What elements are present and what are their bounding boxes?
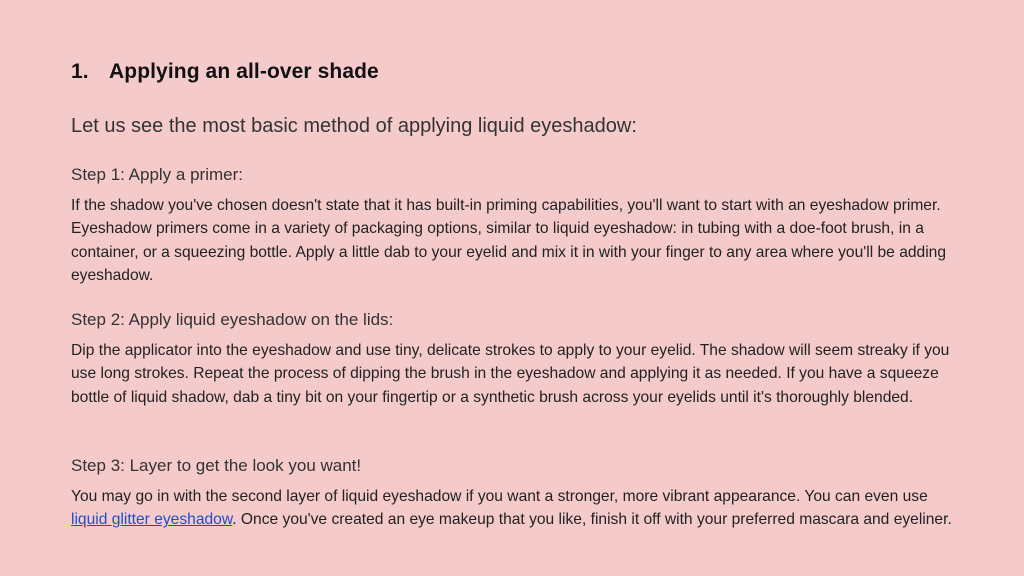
- liquid-glitter-eyeshadow-link[interactable]: liquid glitter eyeshadow: [71, 511, 233, 529]
- step-2-title: Step 2: Apply liquid eyeshadow on the lids:: [71, 310, 394, 329]
- step-3: [71, 456, 961, 532]
- step-1-body: If the shadow you've chosen doesn't state that it has built-in priming capabilities, you'll want to start with an eyeshadow primer. Eyeshadow primers come in a variety of packaging options, similar to liquid eyeshadow: in tubing with a doe-foot brush, in a container, or a squeezing bottle. Apply a little dab to your eyelid and mix it in with your finger to any area where you'll be adding eyeshadow.: [71, 197, 947, 284]
- heading-text: Applying an all-over shade: [109, 60, 379, 83]
- step-3-body-before: You may go in with the second layer of liquid eyeshadow if you want a stronger, more vibrant appearance. You can even use: [71, 488, 928, 505]
- step-2: [71, 310, 961, 409]
- step-1: [71, 165, 961, 287]
- section-heading: [71, 60, 379, 84]
- heading-number: 1.: [71, 60, 89, 83]
- step-1-title: Step 1: Apply a primer:: [71, 165, 243, 184]
- step-3-body-after: . Once you've created an eye makeup that you like, finish it off with your preferred mascara and eyeliner.: [232, 511, 952, 529]
- step-3-title: Step 3: Layer to get the look you want!: [71, 456, 362, 475]
- intro-text: Let us see the most basic method of applying liquid eyeshadow:: [71, 115, 637, 137]
- step-3-body: [71, 485, 961, 532]
- step-2-body: Dip the applicator into the eyeshadow and use tiny, delicate strokes to apply to your eyelid. The shadow will seem streaky if you use long strokes. Repeat the process of dipping the brush in the eyeshadow and applying it as needed. If you have a squeeze bottle of liquid shadow, dab a tiny bit on your fingertip or a synthetic brush across your eyelids until it's thoroughly blended.: [71, 342, 950, 406]
